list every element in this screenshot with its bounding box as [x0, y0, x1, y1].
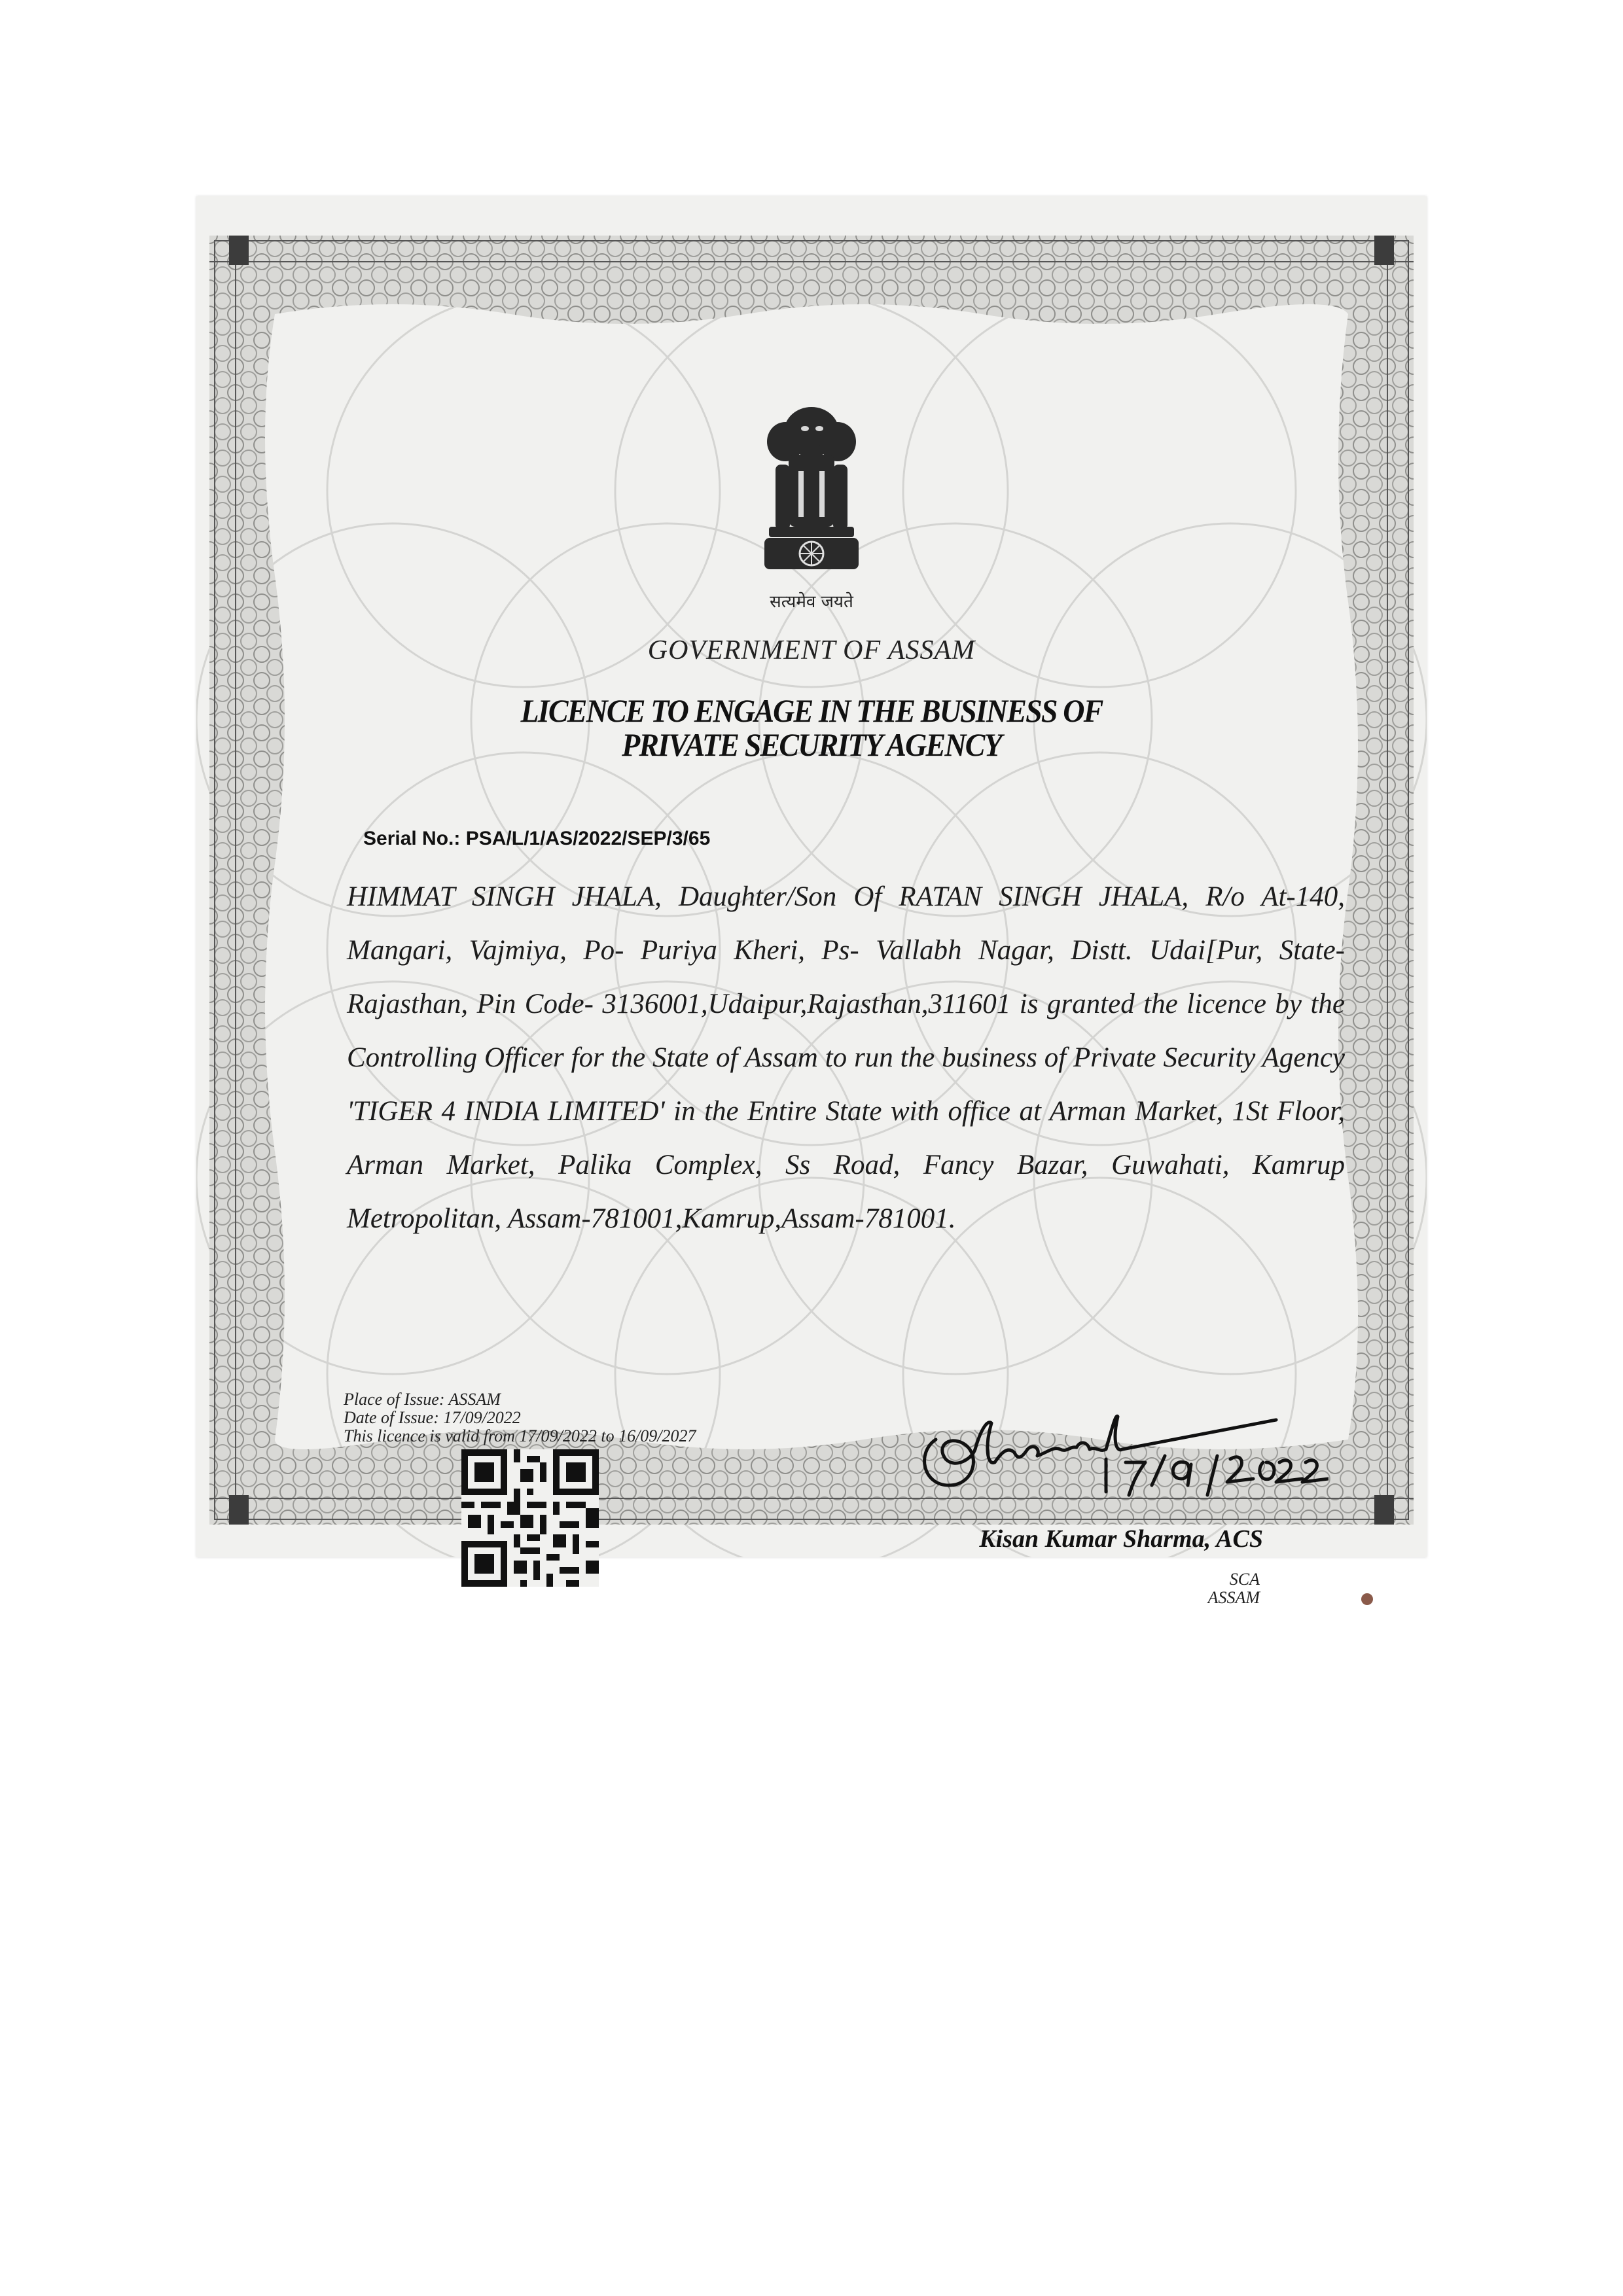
ink-spot	[1361, 1593, 1373, 1605]
serial-value: PSA/L/1/AS/2022/SEP/3/65	[465, 828, 711, 849]
issue-details	[344, 1390, 696, 1445]
emblem-motto: सत्यमेव जयते	[770, 592, 853, 612]
serial-number	[363, 828, 710, 850]
licence-title-line1: LICENCE TO ENGAGE IN THE BUSINESS OF	[520, 692, 1103, 729]
validity-period: This licence is valid from 17/09/2022 to 16/09/2027	[344, 1426, 696, 1445]
state-emblem-icon	[759, 393, 864, 609]
qr-code-icon	[461, 1449, 599, 1587]
designation-line1: SCA	[1229, 1570, 1260, 1589]
designation-line2: ASSAM	[1207, 1588, 1260, 1607]
licence-title-line2: PRIVATE SECURITY AGENCY	[622, 726, 1001, 763]
licence-body-text: HIMMAT SINGH JHALA, Daughter/Son Of RATAN SINGH JHALA, R/o At-140, Mangari, Vajmiya, Po- Puriya Kheri, Ps- Vallabh Nagar, Distt. Udai[Pur, State- Rajasthan, Pin Code- 3136001,Udaipur,Rajasthan,311601 is granted the licence by the Controlling Officer for the State of Assam to run the business of Private Security Agency 'TIGER 4 INDIA LIMITED' in the Entire State with office at Arman Market, 1St Floor, Arman Market, Palika Complex, Ss Road, Fancy Bazar, Guwahati, Kamrup Metropolitan, Assam-781001,Kamrup,Assam-781001.	[347, 881, 1345, 1234]
licence-title	[245, 694, 1378, 762]
handwritten-signature	[910, 1387, 1329, 1544]
serial-label: Serial No.:	[363, 828, 461, 849]
licence-certificate	[196, 196, 1427, 1607]
government-title: GOVERNMENT OF ASSAM	[647, 635, 976, 665]
place-of-issue: Place of Issue: ASSAM	[344, 1390, 501, 1409]
date-of-issue: Date of Issue: 17/09/2022	[344, 1408, 521, 1427]
signatory-designation	[1113, 1570, 1260, 1607]
signatory-name: Kisan Kumar Sharma, ACS	[979, 1525, 1263, 1553]
